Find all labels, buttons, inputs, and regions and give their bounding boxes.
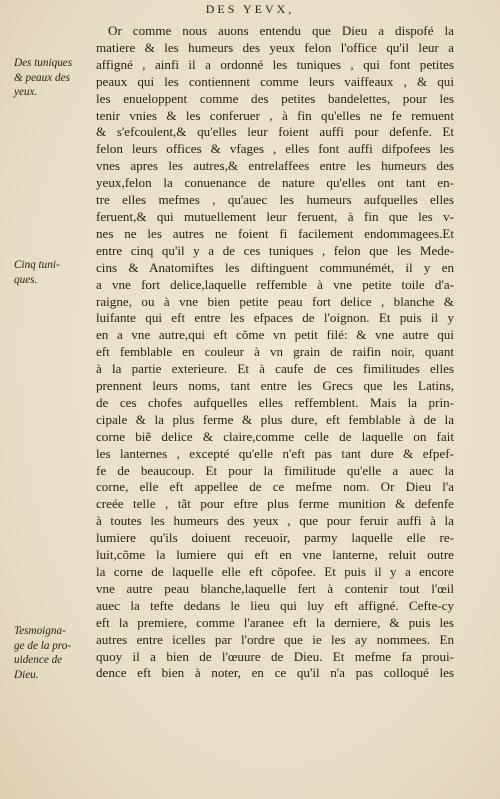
margin-note-line: & peaux des: [14, 71, 70, 84]
text-line: matiere & les humeurs des yeux felon l'office qu'il leur a: [96, 39, 454, 55]
text-line: vnes apres les autres,& entrelaffees entre les humeurs des: [96, 158, 454, 174]
text-line: à toutes les humeurs des yeux , que pour feruir auffi à la: [96, 513, 454, 529]
text-line: eft femblable en couleur à vn grain de raifin noir, quant: [96, 344, 454, 360]
text-line: nes ne les autres ne foient fi facilement endommagees.Et: [96, 225, 454, 241]
text-line: entre cinq qu'il y a de ces tuniques , felon que les Mede-: [96, 242, 454, 258]
text-line: autres entre icelles par l'ordre que ie les ay nommees. En: [96, 631, 454, 647]
margin-note-tuniques: [14, 56, 100, 100]
margin-note-line: uidence de: [14, 654, 63, 667]
text-line: & s'efcoulent,& qu'elles leur foient auffi pour defenfe. Et: [96, 124, 454, 140]
text-line: de ces chofes aufquelles elles reffemblent. Mais la prin-: [96, 394, 454, 410]
text-line: cipale & la plus ferme & plus dure, eft femblable à de la: [96, 411, 454, 427]
text-line: les lanternes , excepté qu'elle n'eft pas tant dure & efpef-: [96, 445, 454, 461]
text-line: tenir vnies & les conferuer , à fin qu'elles ne fe remuent: [96, 107, 454, 123]
text-line: luit,cõme la lumiere qui eft en vne lanterne, reluit outre: [96, 547, 454, 563]
text-line: corne biẽ delice & claire,comme celle de laquelle on fait: [96, 428, 454, 444]
margin-note-line: ques.: [14, 273, 38, 286]
text-line: vne autre peau blanche,laquelle fert à contenir tout l'œil: [96, 580, 454, 596]
text-line: les enueloppent comme des petites bandelettes, pour les: [96, 90, 454, 106]
text-line: eft la premiere, comme l'aranee eft la derniere, & puis les: [96, 614, 454, 630]
text-line: affigné , ainfi il a ordonné les tuniques , qui font petites: [96, 56, 454, 72]
text-line: Or comme nous auons entendu que Dieu a dispofé la: [108, 23, 454, 38]
margin-note-line: ge de la pro-: [14, 639, 72, 652]
margin-note-line: yeux.: [14, 86, 38, 99]
text-line: a vne fort delice,laquelle reffemble à vne petite toile d'a-: [96, 276, 454, 292]
text-line: peaux qui les contiennent comme leurs vaiffeaux , & qui: [96, 73, 454, 89]
text-line: en a vne autre,qui eft cõme vn petit filé: & vne autre qui: [96, 327, 454, 343]
main-text: [96, 23, 454, 682]
margin-note-cinq-tuniques: [14, 258, 100, 287]
text-line: raigne, ou à vne bien petite peau fort delice , blanche &: [96, 293, 454, 309]
text-line: prennent leurs noms, tant entre les Grecs que les Latins,: [96, 378, 454, 394]
text-line: tre elles mefmes , qu'auec les humeurs aufquelles elles: [96, 192, 454, 208]
running-head: DES YEVX,: [205, 2, 295, 16]
text-line: auec la tefte dedans le lieu qui luy eft affigné. Cefte-cy: [96, 597, 454, 613]
text-line: dence eft bien à noter, en ce qu'il n'a pas colloqué les: [96, 665, 454, 681]
text-line: creée telle , tãt pour eftre plus ferme munition & defenfe: [96, 496, 454, 512]
text-line: luifante qui eft entre les efpaces de l'oignon. Et puis il y: [96, 310, 454, 326]
text-line: corne, elle eft appellee de ce mefme nom. Or Dieu l'a: [96, 479, 454, 495]
text-line: felon leurs offices & vfages , elles font auffi difpofees les: [96, 141, 454, 157]
margin-note-line: Cinq tuni-: [14, 259, 60, 271]
text-line: feruent,& qui mutuellement leur feruent, à fin que les v-: [96, 208, 454, 224]
text-line: la corne de laquelle elle eft cõpofee. Et puis il y a encore: [96, 564, 454, 579]
text-line: cins & Anatomiftes les diftinguent communémét, il y en: [96, 259, 454, 275]
margin-note-tesmoignage: [14, 624, 100, 682]
text-line: fe de beaucoup. Et pour la fimilitude qu'elle a auec la: [96, 462, 454, 478]
text-line: yeux,felon la conuenance de nature qu'elles ont tant en-: [96, 175, 454, 191]
margin-note-line: Des tuniques: [14, 57, 73, 69]
margin-note-line: Dieu.: [14, 668, 39, 681]
text-line: à la partie exterieure. Et à caufe de ces fimilitudes elles: [96, 361, 454, 377]
text-line: lumiere qu'ils doiuent receuoir, parmy laquelle elle re-: [96, 530, 454, 546]
text-line: quoy il a bien de l'œuure de Dieu. Et mefme fa proui-: [96, 648, 454, 664]
margin-note-line: Tesmoigna-: [14, 625, 66, 637]
